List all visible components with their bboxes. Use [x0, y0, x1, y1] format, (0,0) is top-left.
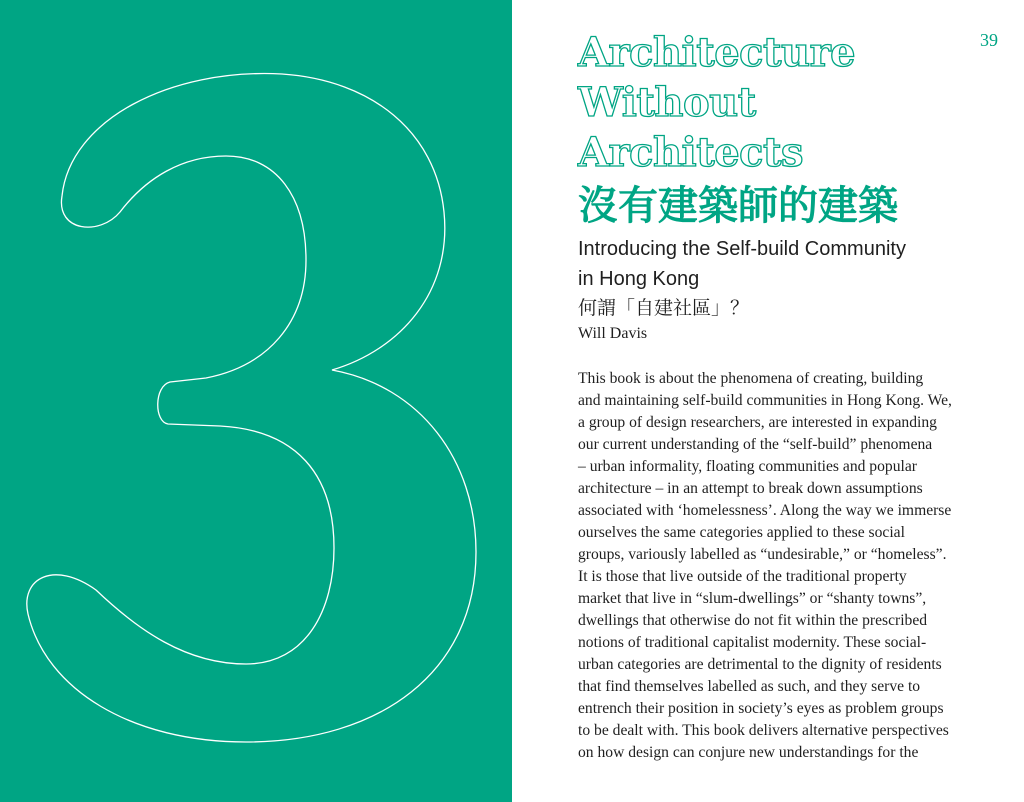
body-line: ourselves the same categories applied to these social: [578, 524, 905, 541]
body-line: notions of traditional capitalist modernity. These social-: [578, 634, 927, 651]
author-name: Will Davis: [578, 325, 648, 342]
chapter-title: [578, 28, 958, 178]
chapter-subtitle: [578, 234, 998, 294]
body-line: It is those that live outside of the traditional property: [578, 568, 907, 585]
body-line: on how design can conjure new understandings for the: [578, 744, 919, 761]
chapter-title-line: Without: [578, 79, 756, 126]
body-paragraph: [578, 368, 1000, 764]
body-line: This book is about the phenomena of creating, building: [578, 370, 924, 387]
chapter-subtitle-line: in Hong Kong: [578, 268, 700, 290]
body-line: a group of design researchers, are interested in expanding: [578, 414, 937, 431]
body-line: dwellings that otherwise do not fit within the prescribed: [578, 612, 928, 629]
body-line: that find themselves labelled as such, and they serve to: [578, 678, 921, 695]
body-line: market that live in “slum-dwellings” or “shanty towns”,: [578, 590, 927, 607]
page-number: 39: [980, 30, 998, 50]
body-line: architecture – in an attempt to break down assumptions: [578, 480, 923, 497]
chapter-title-chinese: 沒有建築師的建築: [578, 182, 898, 229]
chapter-subtitle-chinese: 何謂「自建社區」？: [578, 297, 750, 319]
body-line: to be dealt with. This book delivers alternative perspectives: [578, 722, 949, 739]
body-line: associated with ‘homelessness’. Along the way we immerse: [578, 502, 952, 519]
chapter-title-line: Architecture: [578, 29, 856, 76]
body-line: and maintaining self-build communities in Hong Kong. We,: [578, 392, 952, 409]
chapter-title-line: Architects: [578, 129, 804, 176]
text-page: [512, 0, 1024, 802]
body-line: urban categories are detrimental to the dignity of residents: [578, 656, 942, 673]
body-line: – urban informality, floating communities and popular: [578, 458, 917, 475]
body-line: groups, variously labelled as “undesirable,” or “homeless”.: [578, 546, 947, 563]
body-line: entrench their position in society’s eyes as problem groups: [578, 700, 944, 717]
body-line: our current understanding of the “self-build” phenomena: [578, 436, 933, 453]
chapter-subtitle-line: Introducing the Self-build Community: [578, 238, 906, 260]
